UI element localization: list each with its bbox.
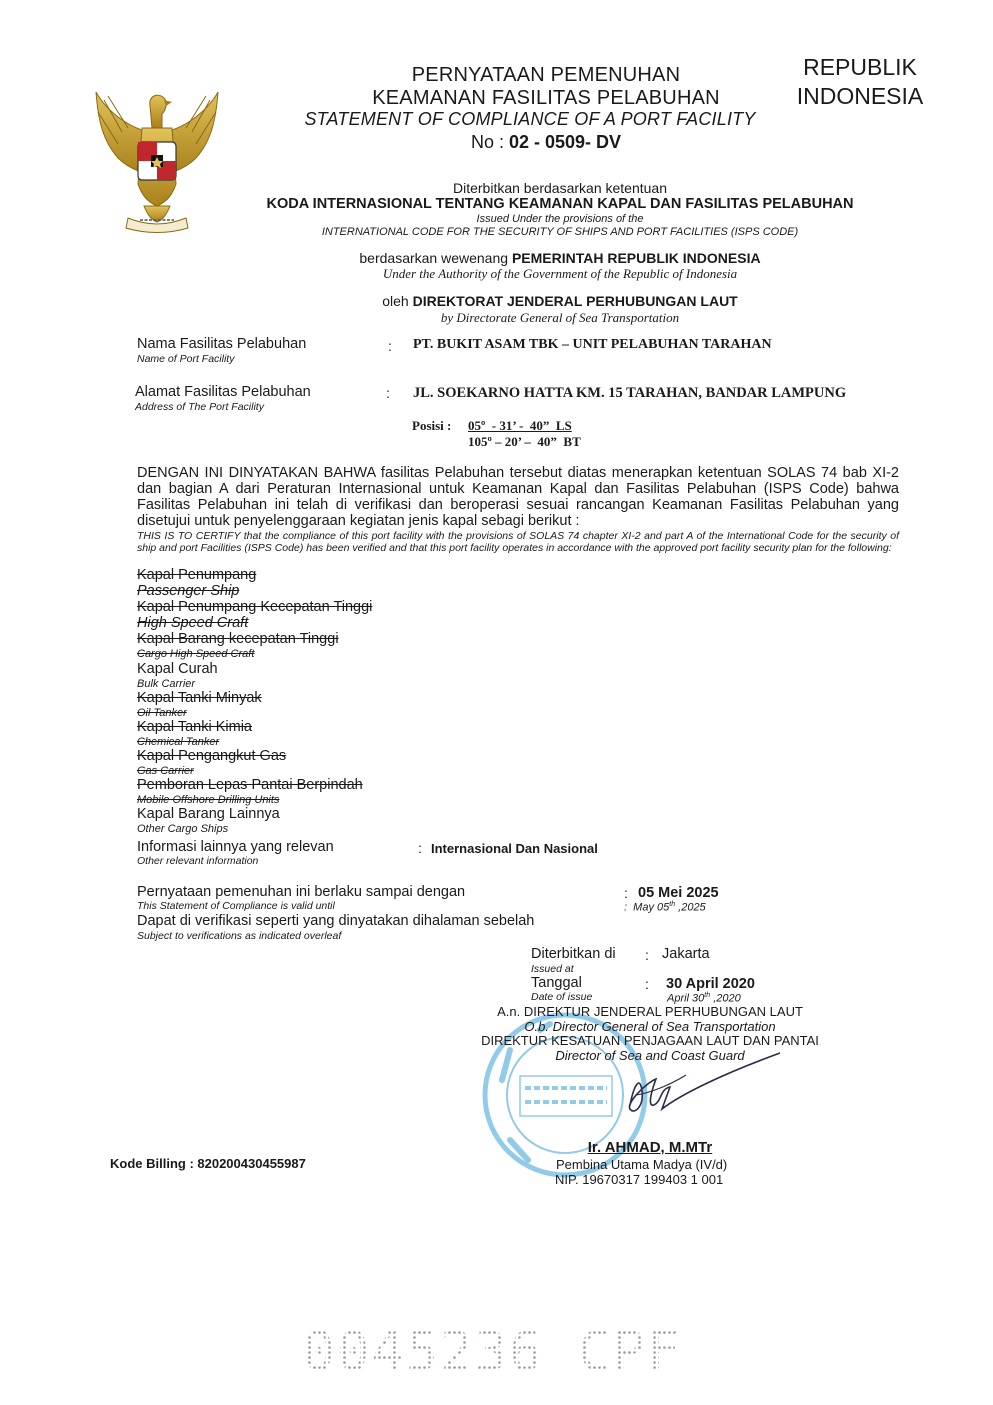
certificate-number-label: No : [470, 132, 509, 152]
ship-type-cargo-high-speed: Kapal Barang kecepatan Tinggi [137, 631, 339, 647]
validity-value: 05 Mei 2025 [638, 885, 719, 901]
signatory-rank: Pembina Utama Madya (IV/d) [556, 1157, 728, 1172]
ship-type-offshore-drilling-english: Mobile Offshore Drilling Units [137, 794, 280, 806]
billing-code-label: Kode Billing : [110, 1156, 198, 1171]
authority-english: Under the Authority of the Government of the Republic of Indonesia [382, 266, 738, 281]
authority-prefix: berdasarkan wewenang [359, 250, 512, 266]
issue-date-colon: : [645, 976, 649, 992]
issue-date-value-english-suffix: th [704, 992, 711, 999]
issued-under-label: Diterbitkan berdasarkan ketentuan [452, 180, 668, 196]
facility-address-colon: : [386, 385, 390, 401]
validity-colon: : [624, 885, 628, 901]
position-label: Posisi : [412, 418, 452, 433]
directorate-name: DIREKTORAT JENDERAL PERHUBUNGAN LAUT [412, 293, 738, 309]
signature-icon [590, 1045, 790, 1125]
issue-date-label-english: Date of issue [531, 991, 593, 1003]
authority-name: PEMERINTAH REPUBLIK INDONESIA [511, 250, 761, 266]
ship-type-passenger-english: Passenger Ship [137, 583, 240, 599]
ship-type-oil-tanker: Kapal Tanki Minyak [137, 690, 262, 706]
ship-type-oil-tanker-english: Oil Tanker [137, 707, 187, 719]
country-name-line-1: REPUBLIK [803, 54, 917, 80]
ship-type-chemical-tanker-english: Chemical Tanker [137, 736, 220, 748]
validity-value-english-month: May 05 [633, 901, 670, 914]
signatory-nip: NIP. 19670317 199403 1 001 [555, 1172, 724, 1187]
authority-line [230, 250, 890, 266]
signatory-director-title: DIREKTUR KESATUAN PENJAGAAN LAUT DAN PANTAI [481, 1033, 819, 1048]
ship-type-cargo-high-speed-english: Cargo High Speed Craft [137, 648, 255, 660]
issued-at-label: Diterbitkan di [531, 946, 616, 962]
signatory-director-title-english: Director of Sea and Coast Guard [555, 1048, 745, 1063]
issued-at-colon: : [645, 947, 649, 963]
issue-date-value: 30 April 2020 [666, 976, 755, 992]
other-info-colon: : [418, 840, 422, 856]
title-indonesian-line-1: PERNYATAAN PEMENUHAN [411, 64, 681, 86]
issued-at-value: Jakarta [662, 946, 710, 962]
certificate-number [300, 132, 792, 153]
serial-number-text: 0045236 CPF [302, 1320, 682, 1383]
title-english: STATEMENT OF COMPLIANCE OF A PORT FACILITY [304, 109, 756, 129]
ship-type-high-speed: Kapal Penumpang Kecepatan Tinggi [137, 599, 373, 615]
ship-type-high-speed-english: High Speed Craft [137, 615, 249, 631]
certificate-number-value: 02 - 0509- DV [508, 132, 622, 152]
ship-type-bulk-carrier-english: Bulk Carrier [137, 678, 196, 690]
signatory-on-behalf-english: O.b. Director General of Sea Transportation [524, 1019, 776, 1034]
facility-name-value: PT. BUKIT ASAM TBK – UNIT PELABUHAN TARAHAN [413, 337, 772, 352]
isps-code-indonesian: KODA INTERNASIONAL TENTANG KEAMANAN KAPAL DAN FASILITAS PELABUHAN [266, 196, 854, 212]
ship-type-gas-carrier: Kapal Pengangkut Gas [137, 748, 287, 764]
facility-name-label: Nama Fasilitas Pelabuhan [137, 336, 307, 352]
issued-under-english: Issued Under the provisions of the [476, 213, 644, 225]
ship-type-offshore-drilling: Pemboran Lepas Pantai Berpindah [137, 777, 363, 793]
other-info-label: Informasi lainnya yang relevan [137, 839, 334, 855]
isps-code-english: INTERNATIONAL CODE FOR THE SECURITY OF SHIPS AND PORT FACILITIES (ISPS CODE) [321, 226, 799, 238]
ship-type-chemical-tanker: Kapal Tanki Kimia [137, 719, 252, 735]
verification-note-english: Subject to verifications as indicated overleaf [137, 930, 342, 942]
issue-date-value-english-year: ,2020 [710, 992, 741, 1005]
signatory-on-behalf: A.n. DIREKTUR JENDERAL PERHUBUNGAN LAUT [497, 1004, 803, 1019]
title-indonesian-line-2: KEAMANAN FASILITAS PELABUHAN [372, 87, 720, 109]
directorate-english: by Directorate General of Sea Transportation [440, 310, 680, 325]
validity-value-english-suffix: th [669, 901, 676, 908]
ship-type-gas-carrier-english: Gas Carrier [137, 765, 194, 777]
country-name-line-2: INDONESIA [796, 83, 924, 109]
issue-date-value-english-month: April 30 [667, 992, 705, 1005]
position-latitude: 05º - 31’ - 40” LS [468, 418, 572, 433]
garuda-emblem-icon [88, 88, 226, 236]
ship-type-passenger: Kapal Penumpang [137, 567, 257, 583]
other-info-value: Internasional Dan Nasional [431, 841, 598, 856]
certification-text-english: THIS IS TO CERTIFY that the compliance of this port facility with the provisions of SOLAS 74 chapter XI-2 and part A of the International Code for the security of ship and port Facilities (ISPS Code) has been verified and that this port facility operates in accordance with the approved port facility security plan for the following: [137, 530, 899, 554]
ship-type-other-cargo: Kapal Barang Lainnya [137, 806, 280, 822]
validity-value-english-year: ,2025 [675, 901, 706, 914]
directorate-line [230, 293, 890, 309]
position-longitude: 105º – 20’ – 40” BT [468, 434, 581, 449]
country-name [780, 53, 940, 111]
facility-name-colon: : [388, 338, 392, 354]
issued-at-label-english: Issued at [531, 963, 574, 975]
billing-code [110, 1156, 306, 1171]
ship-type-other-cargo-english: Other Cargo Ships [137, 823, 229, 835]
other-info-label-english: Other relevant information [137, 855, 259, 867]
validity-label-english: This Statement of Compliance is valid until [137, 900, 335, 912]
ship-type-bulk-carrier: Kapal Curah [137, 661, 218, 677]
certification-text-indonesian: DENGAN INI DINYATAKAN BAHWA fasilitas Pelabuhan tersebut diatas menerapkan ketentuan SOLAS 74 bab XI-2 dan bagian A dari Peraturan Internasional untuk Keamanan Kapal dan Fasilitas Pelabuhan (ISPS Code) bahwa Fasilitas Pelabuhan ini telah di verifikasi dan beroperasi sesuai rancangan Keamanan Fasilitas Pelabuhan yang disetujui untuk penyelenggaraan kegiatan jenis kapal sebagi berikut : [137, 465, 899, 529]
directorate-prefix: oleh [382, 293, 413, 309]
facility-address-label: Alamat Fasilitas Pelabuhan [135, 384, 311, 400]
billing-code-value: 820200430455987 [197, 1156, 306, 1171]
validity-label: Pernyataan pemenuhan ini berlaku sampai dengan [137, 884, 466, 900]
verification-note: Dapat di verifikasi seperti yang dinyatakan dihalaman sebelah [137, 913, 535, 929]
facility-address-value: JL. SOEKARNO HATTA KM. 15 TARAHAN, BANDAR LAMPUNG [413, 385, 847, 401]
issue-date-label: Tanggal [531, 975, 582, 991]
validity-value-english: : May 05th ,2025 [624, 901, 706, 914]
perforated-serial-number [302, 1320, 682, 1383]
facility-address-label-english: Address of The Port Facility [135, 401, 264, 413]
facility-name-label-english: Name of Port Facility [137, 353, 235, 365]
issue-date-value-english [667, 992, 741, 1005]
signatory-name: Ir. AHMAD, M.MTr [587, 1139, 713, 1156]
